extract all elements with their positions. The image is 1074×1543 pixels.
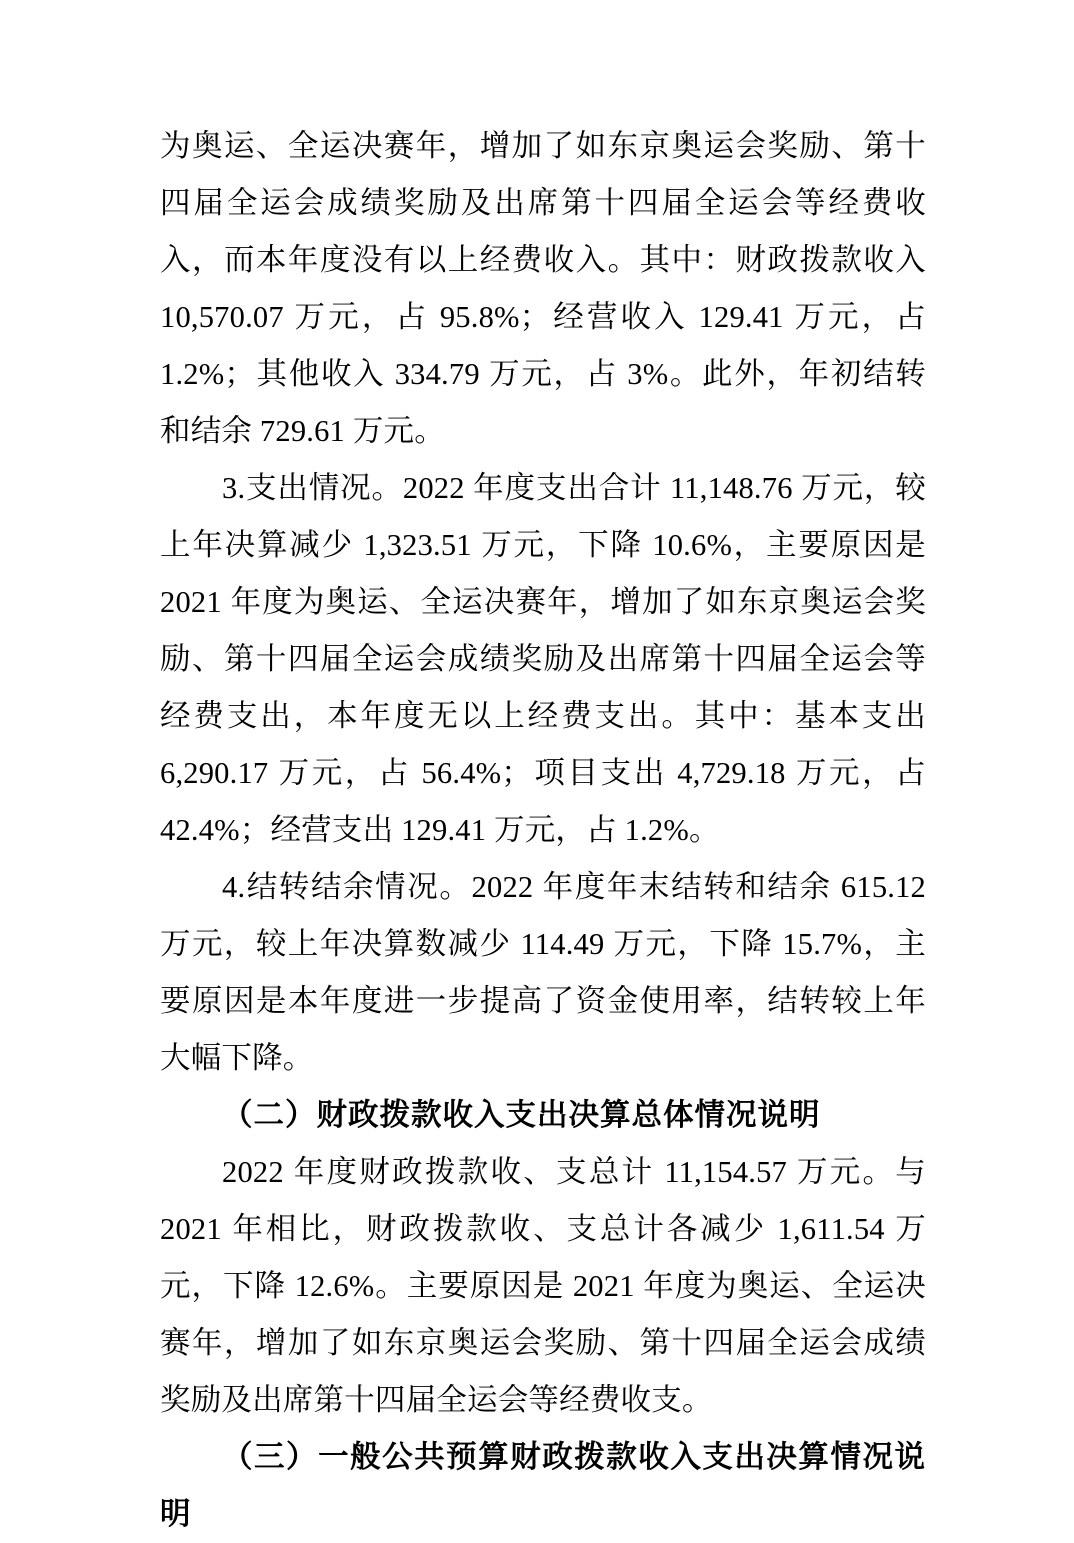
heading-section-two: （二）财政拨款收入支出决算总体情况说明 bbox=[222, 1098, 821, 1132]
heading-section-three: （三）一般公共预算财政拨款收入支出决算情况说明 bbox=[160, 1440, 926, 1531]
paragraph-carryover: 4.结转结余情况。2022 年度年末结转和结余 615.12 万元，较上年决算数减少 114.49 万元，下降 15.7%，主要原因是本年度进一步提高了资金使用率，结转较上年大幅下降。 bbox=[160, 870, 926, 1075]
paragraph-income-continued: 为奥运、全运决赛年，增加了如东京奥运会奖励、第十四届全运会成绩奖励及出席第十四届全运会等经费收入，而本年度没有以上经费收入。其中：财政拨款收入 10,570.07 万元，占 95.8%；经营收入 129.41 万元，占 1.2%；其他收入 334.79 万元，占 3%。此外，年初结转和结余 729.61 万元。 bbox=[160, 129, 926, 448]
document-body bbox=[160, 118, 926, 1543]
paragraph-expenditure: 3.支出情况。2022 年度支出合计 11,148.76 万元，较上年决算减少 1,323.51 万元，下降 10.6%，主要原因是 2021 年度为奥运、全运决赛年，增加了如东京奥运会奖励、第十四届全运会成绩奖励及出席第十四届全运会等经费支出，本年度无以上经费支出。其中：基本支出 6,290.17 万元，占 56.4%；项目支出 4,729.18 万元，占 42.4%；经营支出 129.41 万元，占 1.2%。 bbox=[160, 471, 926, 847]
paragraph-appropriation-total: 2022 年度财政拨款收、支总计 11,154.57 万元。与 2021 年相比，财政拨款收、支总计各减少 1,611.54 万元，下降 12.6%。主要原因是 2021 年度为奥运、全运决赛年，增加了如东京奥运会奖励、第十四届全运会成绩奖励及出席第十四届全运会等经费收支。 bbox=[160, 1155, 926, 1417]
